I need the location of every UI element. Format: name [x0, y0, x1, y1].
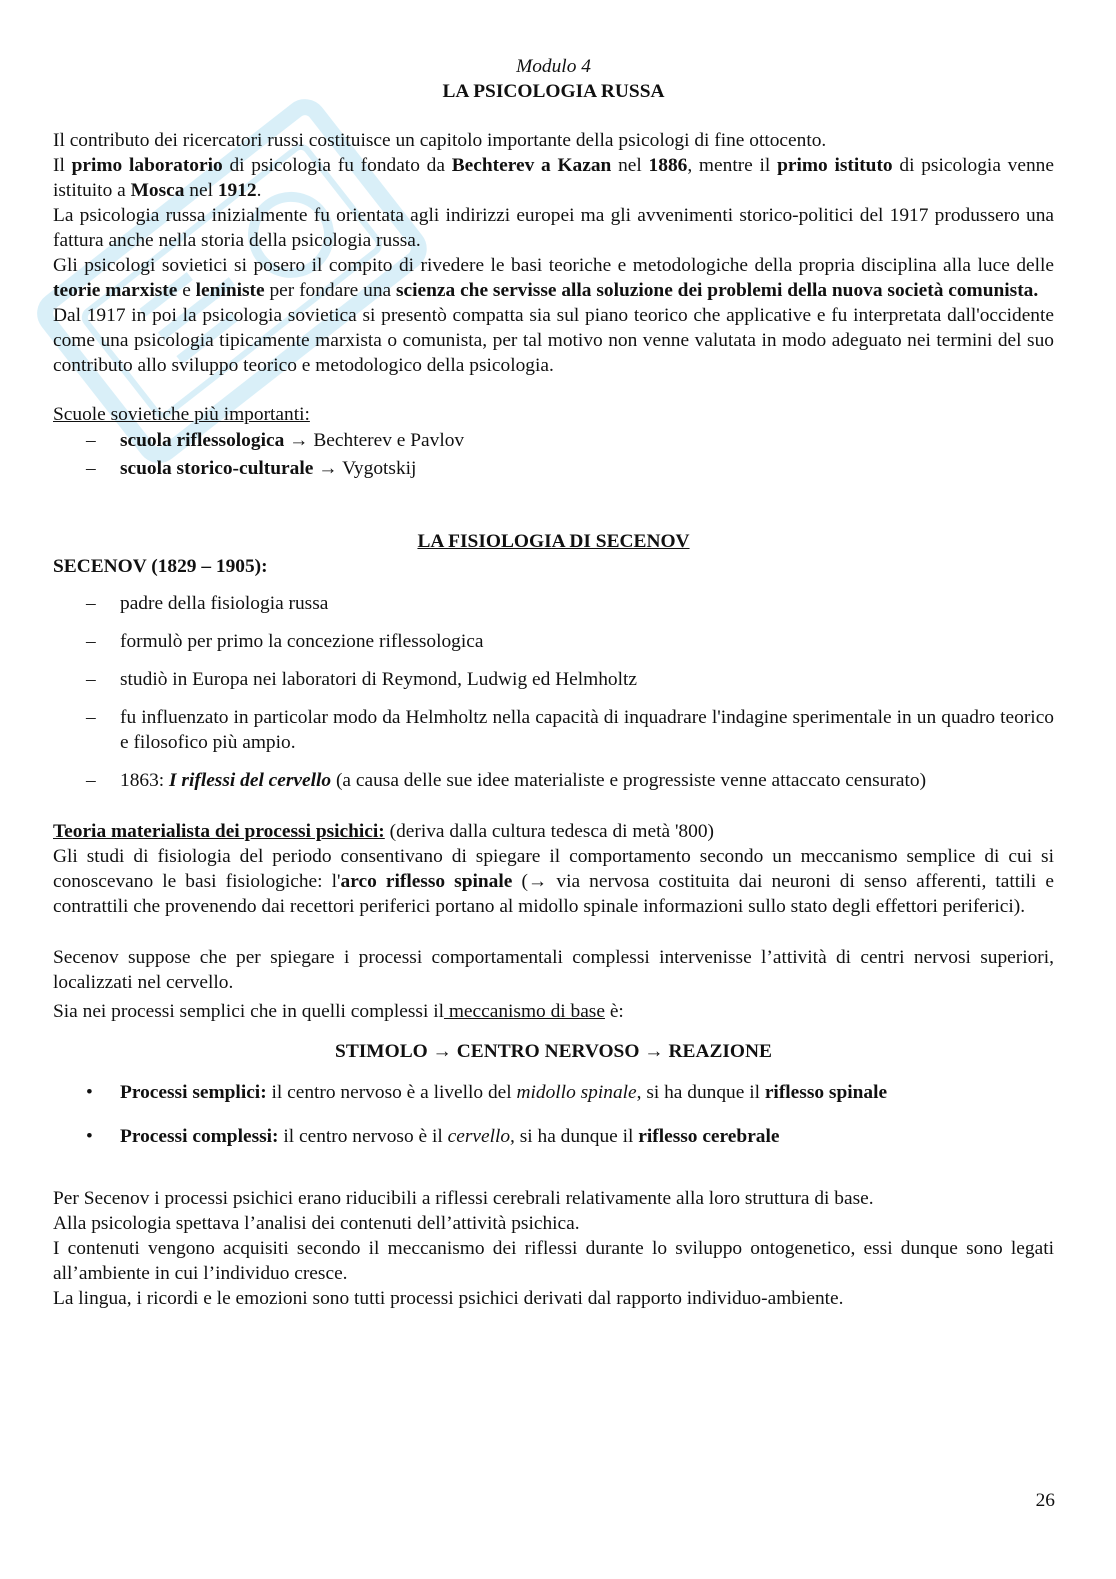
list-item: • Processi semplici: il centro nervoso è a livello del midollo spinale, si ha dunque il riflesso spinale	[53, 1080, 1054, 1105]
secenov-name-line: SECENOV (1829 – 1905):	[53, 556, 268, 577]
page-content	[53, 54, 1054, 1311]
list-item: – 1863: I riflessi del cervello (a causa delle sue idee materialiste e progressiste venne attaccato censurato)	[53, 768, 1054, 793]
intro-paragraph-2: Il primo laboratorio di psicologia fu fondato da Bechterev a Kazan nel 1886, mentre il primo istituto di psicologia venne istituito a Mosca nel 1912.	[53, 155, 1054, 201]
schools-list	[53, 427, 1054, 483]
page-title: LA PSICOLOGIA RUSSA	[442, 81, 665, 102]
list-item: – padre della fisiologia russa	[53, 591, 1054, 616]
list-item: – studiò in Europa nei laboratori di Reymond, Ludwig ed Helmholtz	[53, 667, 1054, 692]
intro-paragraph-5: Dal 1917 in poi la psicologia sovietica si presentò compatta sia sul piano teorico che applicative e fu interpretata dall'occidente come una psicologia tipicamente marxista o comunista, per tal motivo non venne valutata in modo adeguato nei termini del suo contributo allo sviluppo teorico e metodologico della psicologia.	[53, 305, 1054, 376]
intro-paragraph-4: Gli psicologi sovietici si posero il compito di rivedere le basi teoriche e metodologiche della propria disciplina alla luce delle teorie marxiste e leniniste per fondare una scienza che servisse alla soluzione dei problemi della nuova società comunista.	[53, 255, 1054, 301]
closing-paragraph-4: La lingua, i ricordi e le emozioni sono tutti processi psichici derivati dal rapporto individuo-ambiente.	[53, 1288, 844, 1309]
page-number: 26	[1035, 1490, 1055, 1511]
schools-heading: Scuole sovietiche più importanti:	[53, 404, 310, 425]
closing-paragraph-2: Alla psicologia spettava l’analisi dei contenuti dell’attività psichica.	[53, 1213, 580, 1234]
process-bullets	[53, 1080, 1054, 1149]
list-item: • Processi complessi: il centro nervoso è il cervello, si ha dunque il riflesso cerebrale	[53, 1124, 1054, 1149]
secenov-facts-list	[53, 591, 1054, 793]
list-item: – fu influenzato in particolar modo da Helmholtz nella capacità di inquadrare l'indagine sperimentale in un quadro teorico e filosofico più ampio.	[53, 705, 1054, 755]
closing-paragraph-1: Per Secenov i processi psichici erano riducibili a riflessi cerebrali relativamente alla loro struttura di base.	[53, 1188, 874, 1209]
formula: STIMOLO → CENTRO NERVOSO → REAZIONE	[335, 1041, 772, 1062]
theory-paragraph-2: Secenov suppose che per spiegare i processi comportamentali complessi intervenisse l’attività di centri nervosi superiori, localizzati nel cervello.	[53, 947, 1054, 993]
list-item: – scuola riflessologica → Bechterev e Pavlov	[53, 427, 1054, 455]
intro-paragraph-1: Il contributo dei ricercatori russi costituisce un capitolo importante della psicologi di fine ottocento.	[53, 130, 827, 151]
list-item: – scuola storico-culturale → Vygotskij	[53, 455, 1054, 483]
module-label: Modulo 4	[516, 56, 591, 77]
closing-paragraph-3: I contenuti vengono acquisiti secondo il meccanismo dei riflessi durante lo sviluppo ontogenetico, essi dunque sono legati all’ambiente in cui l’individuo cresce.	[53, 1238, 1054, 1284]
theory-paragraph-3: Sia nei processi semplici che in quelli complessi il meccanismo di base è:	[53, 1001, 624, 1022]
intro-paragraph-3: La psicologia russa inizialmente fu orientata agli indirizzi europei ma gli avvenimenti storico-politici del 1917 produssero una fattura anche nella storia della psicologia russa.	[53, 205, 1054, 251]
theory-heading-line: Teoria materialista dei processi psichici: (deriva dalla cultura tedesca di metà '800)	[53, 821, 714, 842]
list-item: – formulò per primo la concezione riflessologica	[53, 629, 1054, 654]
theory-paragraph-1: Gli studi di fisiologia del periodo consentivano di spiegare il comportamento secondo un meccanismo semplice di cui si conoscevano le basi fisiologiche: l'arco riflesso spinale (→ via nervosa costituita dai neuroni di senso afferenti, tattili e contrattili che provenendo dai recettori periferici portano al midollo spinale informazioni sullo stato degli effettori periferici).	[53, 846, 1054, 917]
section-title-secenov: LA FISIOLOGIA DI SECENOV	[417, 531, 690, 552]
